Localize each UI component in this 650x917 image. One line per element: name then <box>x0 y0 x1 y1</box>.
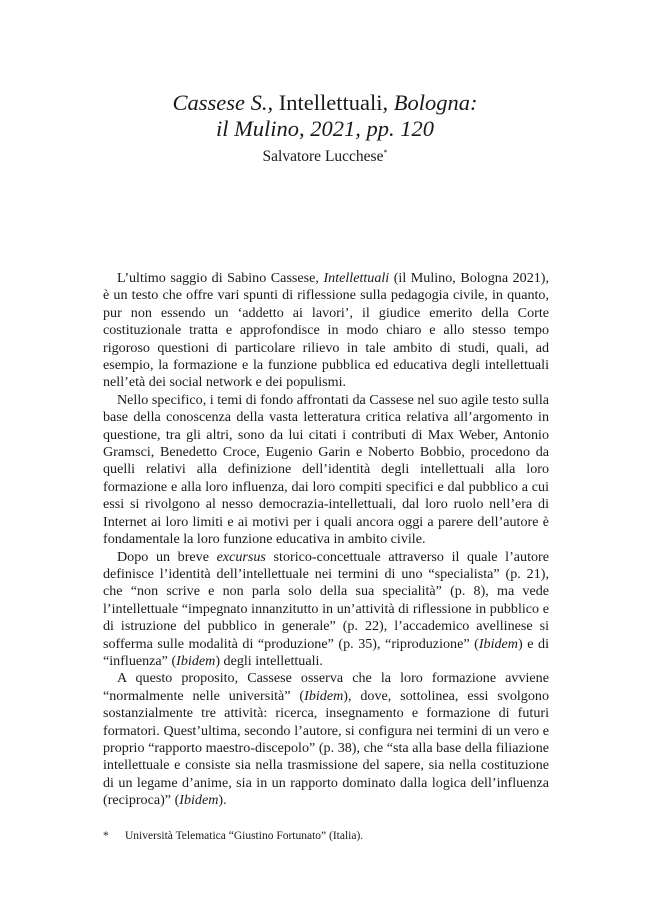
paragraph-4-italic-ibidem-2: Ibidem <box>179 792 219 809</box>
paragraph-4-text-e: ). <box>218 792 227 809</box>
paragraph-4 <box>103 670 549 809</box>
footnote-mark: * <box>103 830 109 842</box>
title-place: Bologna: <box>393 90 478 115</box>
footnote <box>103 830 549 842</box>
footnote-text: Università Telematica “Giustino Fortunato” (Italia). <box>125 830 364 842</box>
paragraph-4-text-a: A questo proposito, Cassese osserva che la loro formazione avviene “normalmente nelle università” ( <box>103 670 549 704</box>
review-title <box>100 90 550 142</box>
paragraph-3-italic-ibidem-2: Ibidem <box>176 652 216 669</box>
paragraph-1-text-c: (il Mulino, Bologna 2021), è un testo che offre vari spunti di riflessione sulla pedagogia civile, in quanto, pur non essendo un ‘addetto ai lavori’, il giudice emerito della Corte costituzionale tratta e approfondisce in modo chiaro e allo stesso tempo rigoroso questioni di particolare rilievo in tale ambito di studi, quali, ad esempio, la formazione e la funzione pubblica ed educativa degli intellettuali nell’età dei social network e dei populismi. <box>103 270 549 391</box>
paragraph-3-text-g: ) degli intellettuali. <box>215 652 323 669</box>
author-footnote-mark: * <box>383 148 388 157</box>
paragraph-3-text-a: Dopo un breve <box>117 548 217 565</box>
paragraph-4-text-c: ), dove, sottolinea, essi svolgono sostanzialmente tre attività: ricerca, insegnamento e formazione di futuri formatori. Quest’ultima, secondo l’autore, si configura nei termini di un vero e proprio “rapporto maestro-discepolo” (p. 38), che “sta alla base della filiazione intellettuale e consiste sia nella trasmissione del sapere, sia nella costituzione di un legame d’anime, sia in un rapporto dominato dalla logica dell’influenza (reciproca)” ( <box>103 687 549 809</box>
review-body <box>103 270 549 810</box>
paragraph-1-text-a: L’ultimo saggio di Sabino Cassese, <box>117 270 324 286</box>
paragraph-3-text-e: ) e di “influenza” ( <box>103 635 549 669</box>
title-work: Intellettuali, <box>273 90 394 115</box>
paragraph-3-italic-ibidem-1: Ibidem <box>478 635 518 652</box>
paragraph-3-text-c: storico-concettuale attraverso il quale l’autore definisce l’identità dell’intellettuale nei termini di uno “specialista” (p. 21), che “non scrive e non parla solo della sua specialità” (p. 8), ma vede l’intellettuale “impegnato innanzitutto in un’attività di riflessione in pubblico e di istruzione del pubblico in generale” (p. 22), l’accademico avellinese si sofferma sulle modalità di “produzione” (p. 35), “riproduzione” ( <box>103 548 550 652</box>
paragraph-1 <box>103 270 549 392</box>
reviewer-name <box>100 148 550 166</box>
title-publisher: il Mulino, 2021, pp. 120 <box>215 116 435 141</box>
paragraph-3-italic-excursus: excursus <box>216 548 266 565</box>
paragraph-3 <box>103 549 549 671</box>
author-text: Salvatore Lucchese <box>262 148 384 166</box>
paragraph-4-italic-ibidem-1: Ibidem <box>304 687 344 704</box>
paragraph-2: Nello specifico, i temi di fondo affrontati da Cassese nel suo agile testo sulla base della conoscenza della vasta letteratura critica relativa all’argomento in questione, tra gli altri, sono da lui citati i contributi di Max Weber, Antonio Gramsci, Benedetto Croce, Eugenio Garin e Noberto Bobbio, procedono da quelli relativi alla definizione dell’identità degli intellettuali alla loro formazione e alla loro influenza, dai loro compiti specifici e dal pubblico a cui essi si rivolgono al nesso democrazia-intellettuali, dal loro ruolo nell’era di Internet ai loro limiti e ai motivi per i quali ancora oggi a parere dell’autore è fondamentale la loro funzione educativa in ambito civile. <box>103 391 549 548</box>
paragraph-1-italic-title: Intellettuali <box>323 270 390 286</box>
title-author: Cassese S., <box>172 90 274 115</box>
